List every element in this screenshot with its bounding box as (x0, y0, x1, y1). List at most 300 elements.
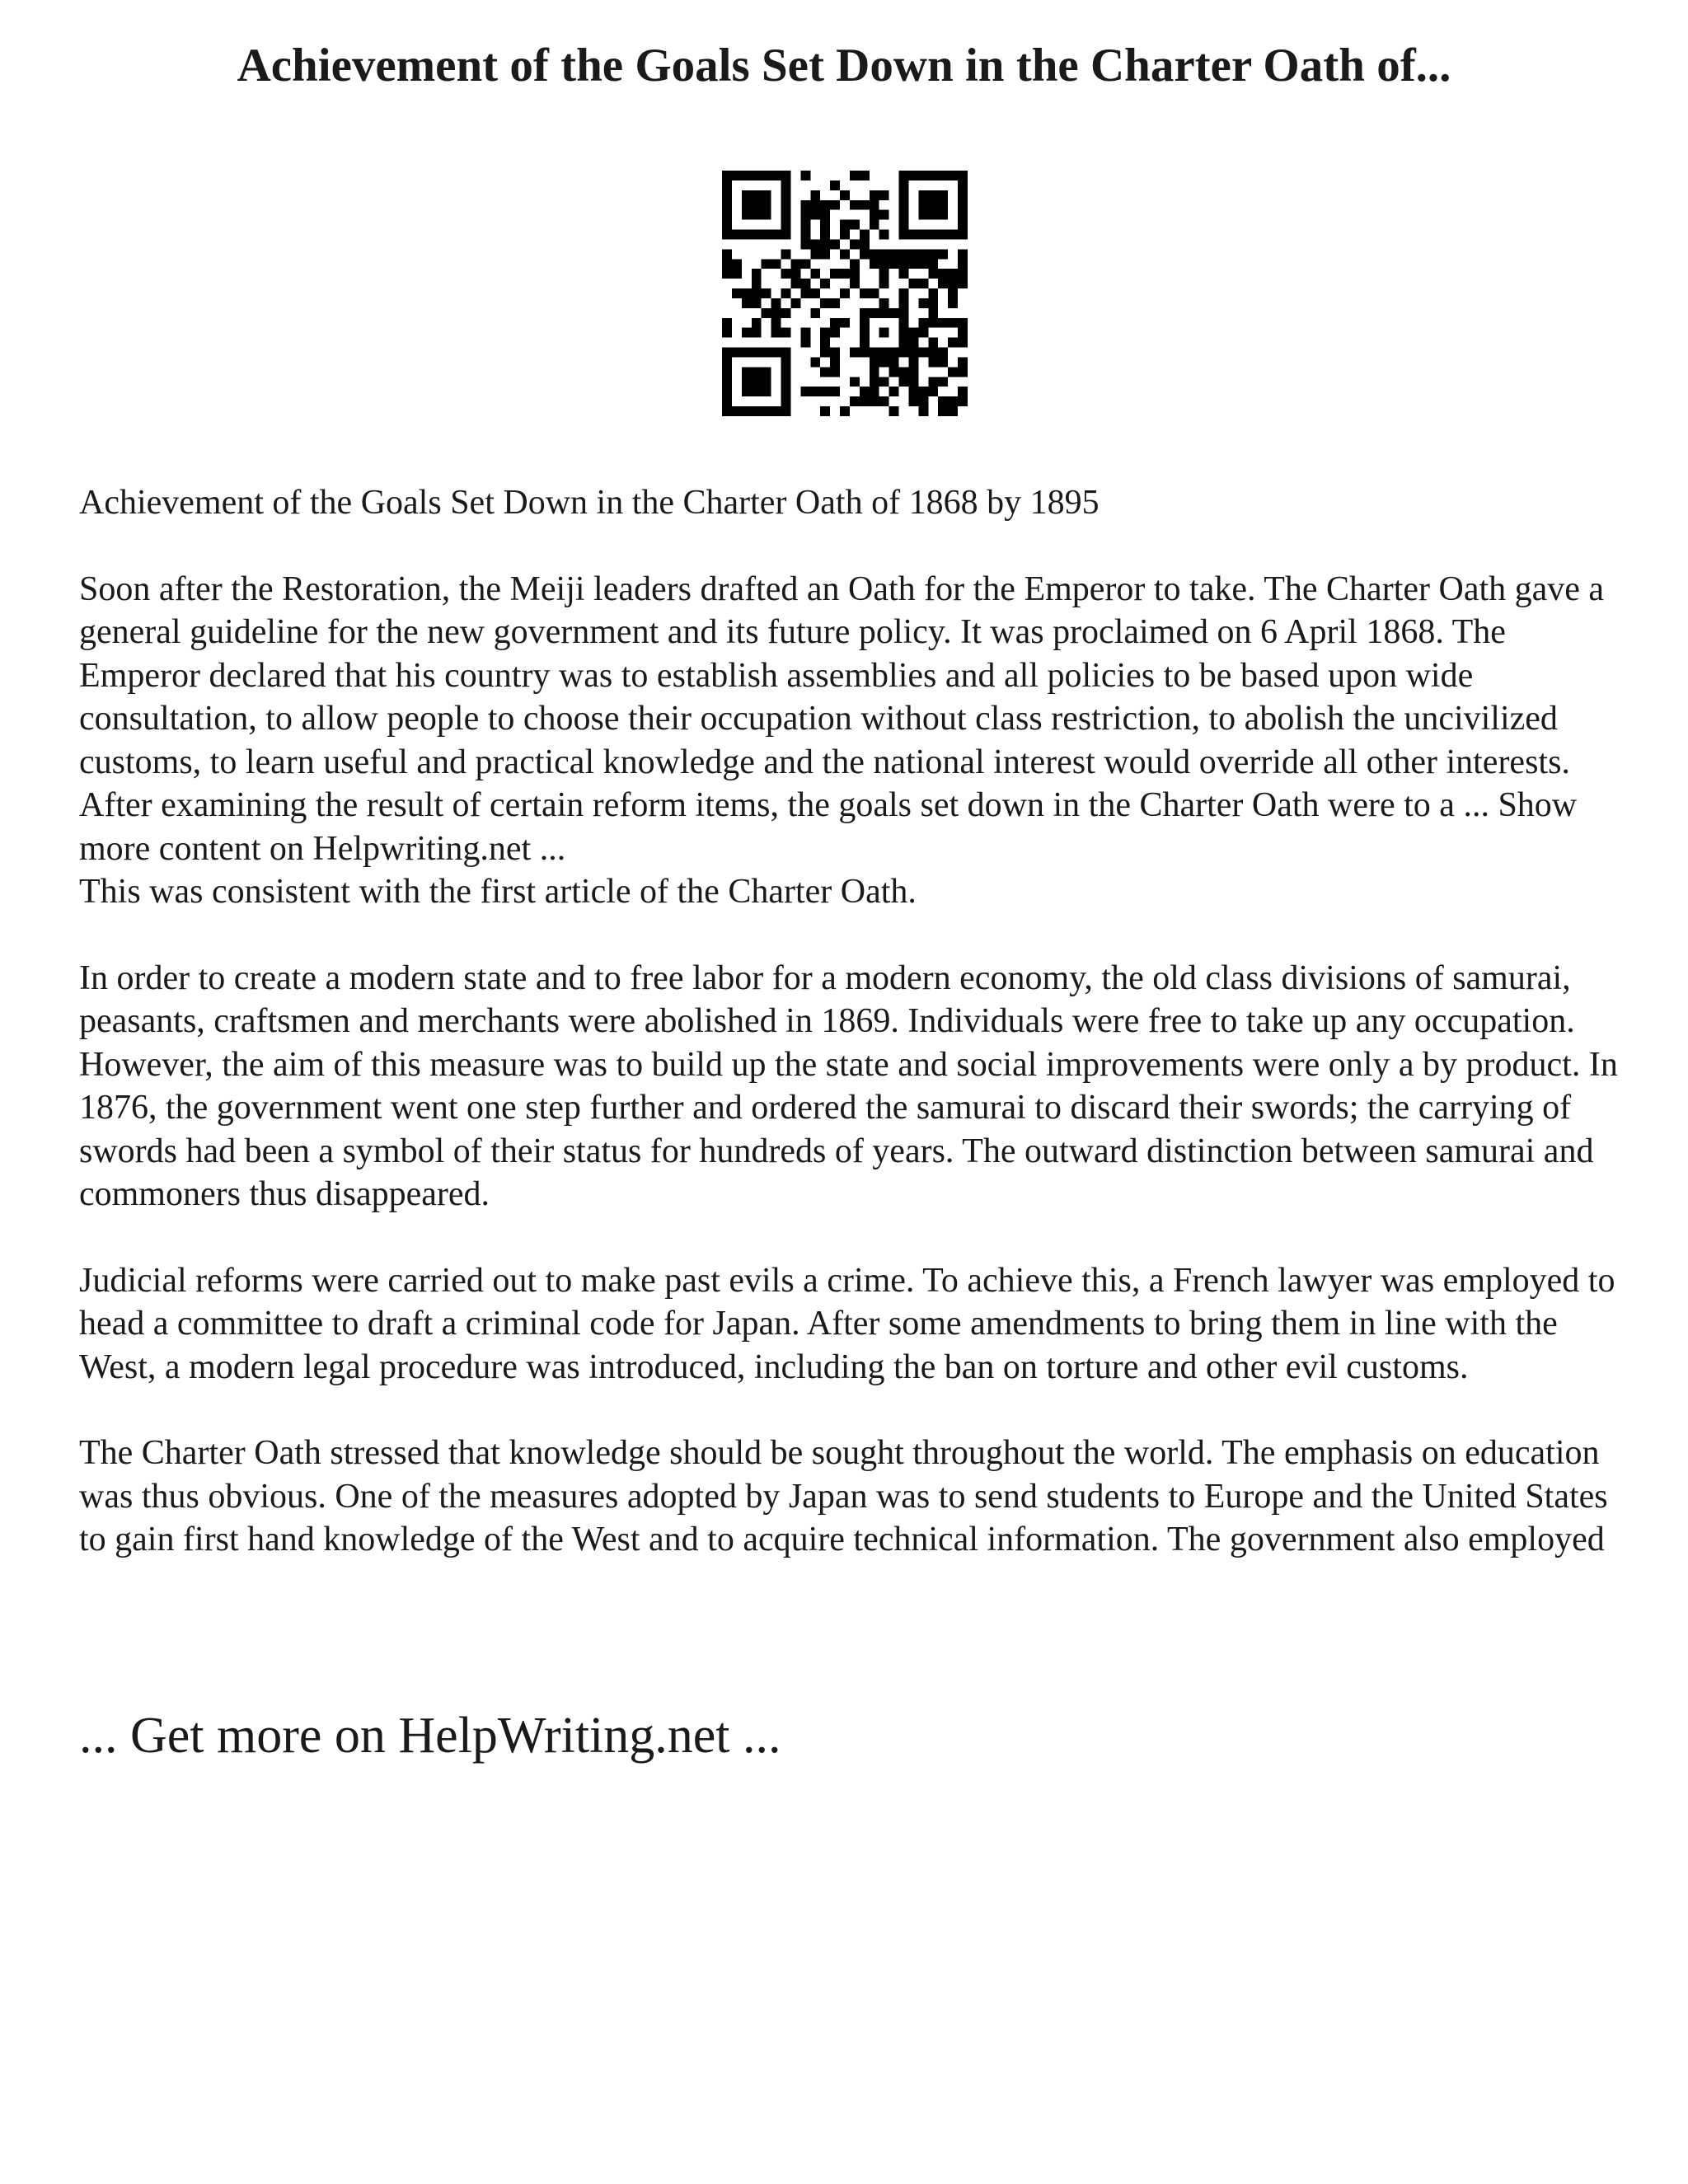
qr-module (781, 288, 791, 298)
qr-module (879, 308, 889, 318)
qr-module (850, 239, 860, 249)
qr-module (820, 200, 830, 210)
qr-module (860, 308, 870, 318)
qr-module (928, 318, 938, 328)
qr-module (908, 338, 918, 348)
qr-code-graphic (722, 171, 968, 416)
qr-module (889, 357, 899, 367)
qr-module (938, 190, 948, 200)
qr-module (879, 210, 889, 220)
qr-module (860, 348, 870, 358)
qr-module (958, 210, 968, 220)
show-more-link[interactable]: Show more content on Helpwriting.net ... (79, 786, 1578, 868)
qr-module (781, 308, 791, 318)
qr-module (899, 338, 909, 348)
qr-module (899, 249, 909, 259)
qr-module (722, 269, 732, 279)
qr-module (899, 377, 909, 387)
qr-module (928, 338, 938, 348)
qr-module (899, 288, 909, 298)
qr-module (860, 387, 870, 396)
qr-module (879, 396, 889, 406)
qr-module (948, 279, 958, 288)
qr-module (800, 288, 810, 298)
qr-module (742, 348, 752, 358)
qr-module (771, 230, 781, 240)
qr-module (918, 328, 928, 338)
qr-module (860, 249, 870, 259)
paragraph-1-continuation: This was consistent with the first article of the Charter Oath. (79, 873, 917, 911)
qr-module (771, 308, 781, 318)
qr-module (771, 406, 781, 416)
qr-module (879, 328, 889, 338)
qr-module (860, 239, 870, 249)
qr-module (870, 348, 879, 358)
qr-module (742, 288, 752, 298)
qr-module (928, 298, 938, 308)
qr-module (771, 328, 781, 338)
qr-module (722, 348, 732, 358)
qr-module (850, 279, 860, 288)
qr-module (938, 396, 948, 406)
qr-module (752, 318, 762, 328)
qr-module (781, 180, 791, 190)
qr-module (958, 259, 968, 269)
qr-module (790, 279, 800, 288)
qr-module (918, 318, 928, 328)
qr-module (722, 190, 732, 200)
qr-module (781, 249, 791, 259)
qr-module (762, 259, 771, 269)
qr-module (899, 308, 909, 318)
qr-module (908, 230, 918, 240)
qr-module (840, 269, 850, 279)
qr-module (948, 396, 958, 406)
qr-module (732, 259, 742, 269)
qr-module (948, 298, 958, 308)
qr-module (732, 171, 742, 180)
qr-module (732, 348, 742, 358)
qr-module (899, 180, 909, 190)
qr-module (810, 239, 820, 249)
qr-module (752, 230, 762, 240)
qr-module (820, 406, 830, 416)
qr-module (810, 357, 820, 367)
qr-module (879, 230, 889, 240)
qr-module (800, 387, 810, 396)
qr-module (752, 279, 762, 288)
qr-module (958, 220, 968, 230)
qr-module (948, 338, 958, 348)
qr-module (742, 387, 752, 396)
qr-module (752, 367, 762, 377)
qr-module (762, 387, 771, 396)
qr-module (870, 308, 879, 318)
paragraph-3: Judicial reforms were carried out to make past evils a crime. To achieve this, a French lawyer was employed to head a committee to draft a criminal code for Japan. After some amendments to bring them in line with the West, a modern legal procedure was introduced, including the ban on torture and other evil customs. (79, 1261, 1615, 1386)
qr-module (820, 367, 830, 377)
qr-module (771, 318, 781, 328)
qr-module (850, 377, 860, 387)
qr-module (870, 377, 879, 387)
qr-module (938, 279, 948, 288)
qr-module (752, 328, 762, 338)
qr-module (722, 180, 732, 190)
qr-module (908, 328, 918, 338)
qr-module (752, 387, 762, 396)
qr-module (840, 190, 850, 200)
qr-module (908, 348, 918, 358)
qr-module (958, 396, 968, 406)
qr-module (781, 377, 791, 387)
qr-module (820, 210, 830, 220)
qr-module (908, 387, 918, 396)
qr-module (908, 259, 918, 269)
qr-module (830, 318, 840, 328)
qr-module (722, 377, 732, 387)
qr-module (889, 348, 899, 358)
qr-module (830, 367, 840, 377)
qr-module (722, 220, 732, 230)
qr-module (830, 200, 840, 210)
qr-module (781, 348, 791, 358)
qr-module (722, 210, 732, 220)
qr-module (762, 406, 771, 416)
qr-module (958, 249, 968, 259)
document-body (79, 481, 1629, 1562)
qr-module (899, 367, 909, 377)
qr-module (820, 348, 830, 358)
qr-module (820, 279, 830, 288)
qr-module (918, 171, 928, 180)
qr-module (820, 328, 830, 338)
qr-module (762, 348, 771, 358)
qr-module (830, 387, 840, 396)
qr-module (899, 328, 909, 338)
qr-module (810, 210, 820, 220)
qr-module (928, 200, 938, 210)
qr-module (762, 230, 771, 240)
qr-module (908, 396, 918, 406)
qr-module (810, 249, 820, 259)
qr-module (899, 171, 909, 180)
qr-module (948, 171, 958, 180)
qr-module (938, 377, 948, 387)
qr-module (771, 259, 781, 269)
qr-module (830, 328, 840, 338)
qr-module (879, 279, 889, 288)
qr-module (889, 308, 899, 318)
qr-module (870, 367, 879, 377)
qr-module (860, 338, 870, 348)
qr-module (742, 171, 752, 180)
qr-module (752, 288, 762, 298)
qr-module (820, 338, 830, 348)
qr-module (752, 269, 762, 279)
qr-module (742, 328, 752, 338)
qr-module (800, 230, 810, 240)
qr-module (810, 269, 820, 279)
qr-module (850, 348, 860, 358)
qr-module (938, 210, 948, 220)
qr-module (870, 259, 879, 269)
qr-module (752, 200, 762, 210)
qr-module (958, 180, 968, 190)
paragraph-1 (79, 568, 1629, 871)
qr-module (928, 249, 938, 259)
qr-module (899, 348, 909, 358)
qr-module (860, 396, 870, 406)
qr-module (752, 406, 762, 416)
qr-module (850, 259, 860, 269)
qr-module (781, 220, 791, 230)
qr-module (918, 279, 928, 288)
qr-module (742, 190, 752, 200)
qr-module (722, 318, 732, 328)
qr-module (790, 269, 800, 279)
qr-module (722, 249, 732, 259)
qr-module (899, 259, 909, 269)
qr-module (762, 210, 771, 220)
qr-module (918, 396, 928, 406)
qr-module (870, 387, 879, 396)
qr-module (958, 328, 968, 338)
qr-module (870, 220, 879, 230)
qr-module (781, 396, 791, 406)
paragraph-4: The Charter Oath stressed that knowledge should be sought throughout the world. The emphasis on education was thus obvious. One of the measures adopted by Japan was to send students to Europe and the United States to gain first hand knowledge of the West and to acquire technical information. The government also employed (79, 1434, 1608, 1558)
qr-module (918, 249, 928, 259)
qr-module (752, 210, 762, 220)
qr-module (781, 328, 791, 338)
qr-module (781, 171, 791, 180)
qr-module (918, 190, 928, 200)
qr-module (870, 249, 879, 259)
qr-module (752, 348, 762, 358)
qr-module (790, 298, 800, 308)
qr-module (928, 269, 938, 279)
qr-module (879, 298, 889, 308)
qr-module (879, 259, 889, 269)
qr-module (742, 210, 752, 220)
qr-module (958, 230, 968, 240)
qr-module (830, 348, 840, 358)
qr-module (830, 180, 840, 190)
qr-module (722, 200, 732, 210)
qr-module (742, 298, 752, 308)
qr-module (781, 230, 791, 240)
qr-module (732, 269, 742, 279)
qr-module (879, 269, 889, 279)
get-more-link[interactable]: ... Get more on HelpWriting.net ... (79, 1708, 781, 1764)
qr-module (938, 269, 948, 279)
document-subtitle: Achievement of the Goals Set Down in the Charter Oath of 1868 by 1895 (79, 484, 1100, 522)
qr-module (762, 377, 771, 387)
qr-module (958, 367, 968, 377)
qr-module (840, 249, 850, 259)
qr-module (790, 259, 800, 269)
qr-module (889, 387, 899, 396)
qr-module (722, 328, 732, 338)
qr-module (781, 357, 791, 367)
qr-module (948, 406, 958, 416)
qr-module (928, 387, 938, 396)
qr-module (850, 269, 860, 279)
qr-module (870, 396, 879, 406)
qr-module (800, 338, 810, 348)
qr-module (879, 357, 889, 367)
qr-module (918, 406, 928, 416)
qr-module (830, 357, 840, 367)
qr-module (870, 210, 879, 220)
qr-module (860, 230, 870, 240)
qr-module (899, 298, 909, 308)
qr-module (781, 190, 791, 200)
qr-module (958, 269, 968, 279)
qr-module (810, 190, 820, 200)
qr-module (800, 210, 810, 220)
qr-module (810, 387, 820, 396)
qr-module (840, 230, 850, 240)
qr-module (800, 279, 810, 288)
qr-module (830, 269, 840, 279)
qr-module (928, 288, 938, 298)
qr-module (958, 190, 968, 200)
qr-module (800, 259, 810, 269)
qr-module (840, 220, 850, 230)
qr-module (928, 230, 938, 240)
qr-module (899, 200, 909, 210)
qr-module (781, 406, 791, 416)
qr-module (899, 269, 909, 279)
qr-module (830, 298, 840, 308)
qr-module (928, 377, 938, 387)
qr-module (840, 406, 850, 416)
qr-module (800, 171, 810, 180)
qr-module (810, 288, 820, 298)
qr-module (781, 269, 791, 279)
qr-module (732, 230, 742, 240)
qr-module (870, 200, 879, 210)
qr-module (840, 318, 850, 328)
qr-module (722, 406, 732, 416)
qr-module (958, 318, 968, 328)
qr-module (948, 288, 958, 298)
qr-module (938, 230, 948, 240)
qr-module (722, 230, 732, 240)
qr-module (800, 239, 810, 249)
qr-module (928, 190, 938, 200)
qr-module (908, 377, 918, 387)
qr-module (781, 210, 791, 220)
qr-module (918, 348, 928, 358)
qr-module (889, 249, 899, 259)
paragraph-2: In order to create a modern state and to free labor for a modern economy, the old class divisions of samurai, peasants, craftsmen and merchants were abolished in 1869. Individuals were free to take up any occupation. However, the aim of this measure was to build up the state and social improvements were only a by product. In 1876, the government went one step further and ordered the samurai to discard their swords; the carrying of swords had been a symbol of their status for hundreds of years. The outward distinction between samurai and commoners thus disappeared. (79, 958, 1618, 1213)
qr-module (899, 318, 909, 328)
document-title: Achievement of the Goals Set Down in the Charter Oath of... (237, 40, 1451, 91)
qr-module (918, 298, 928, 308)
qr-module (958, 200, 968, 210)
qr-module (948, 367, 958, 377)
qr-module (889, 259, 899, 269)
qr-module (762, 308, 771, 318)
qr-module (938, 318, 948, 328)
qr-module (938, 200, 948, 210)
qr-module (908, 279, 918, 288)
qr-module (722, 367, 732, 377)
qr-module (742, 406, 752, 416)
qr-module (762, 367, 771, 377)
qr-module (899, 190, 909, 200)
qr-module (889, 406, 899, 416)
qr-module (722, 396, 732, 406)
qr-module (771, 171, 781, 180)
qr-module (928, 259, 938, 269)
qr-module (860, 171, 870, 180)
qr-module (908, 357, 918, 367)
qr-module (879, 377, 889, 387)
qr-module (918, 259, 928, 269)
qr-module (879, 190, 889, 200)
qr-module (908, 171, 918, 180)
qr-module (918, 387, 928, 396)
qr-module (820, 230, 830, 240)
qr-module (918, 200, 928, 210)
qr-module (762, 190, 771, 200)
qr-module (771, 348, 781, 358)
qr-module (918, 210, 928, 220)
qr-module (840, 288, 850, 298)
qr-code-icon (722, 171, 968, 416)
qr-module (899, 220, 909, 230)
qr-module (762, 171, 771, 180)
qr-module (850, 396, 860, 406)
qr-module (860, 318, 870, 328)
paragraph-1-text: Soon after the Restoration, the Meiji leaders drafted an Oath for the Emperor to take. The Charter Oath gave a general guideline for the new government and its future policy. It was proclaimed on 6 April 1868. The Emperor declared that his country was to establish assemblies and all policies to be based upon wide consultation, to allow people to choose their occupation without class restriction, to abolish the uncivilized customs, to learn useful and practical knowledge and the national interest would override all other interests. After examining the result of certain reform items, the goals set down in the Charter Oath were to a ... (79, 569, 1605, 824)
qr-module (938, 171, 948, 180)
qr-module (742, 200, 752, 210)
qr-module (820, 298, 830, 308)
qr-module (928, 308, 938, 318)
qr-module (928, 210, 938, 220)
qr-module (810, 200, 820, 210)
qr-module (742, 377, 752, 387)
qr-module (781, 200, 791, 210)
qr-module (860, 288, 870, 298)
qr-module (948, 318, 958, 328)
qr-module (820, 239, 830, 249)
qr-module (722, 357, 732, 367)
qr-module (752, 190, 762, 200)
qr-module (722, 259, 732, 269)
qr-module (948, 230, 958, 240)
qr-module (948, 269, 958, 279)
qr-module (781, 367, 791, 377)
qr-module (958, 338, 968, 348)
qr-module (958, 279, 968, 288)
qr-module (762, 288, 771, 298)
qr-module (820, 249, 830, 259)
qr-module (732, 406, 742, 416)
qr-module (958, 387, 968, 396)
qr-module (820, 387, 830, 396)
qr-module (800, 220, 810, 230)
qr-module (938, 406, 948, 416)
qr-module (928, 171, 938, 180)
qr-module (722, 387, 732, 396)
qr-module (899, 230, 909, 240)
qr-module (771, 298, 781, 308)
qr-module (938, 348, 948, 358)
qr-module (860, 200, 870, 210)
